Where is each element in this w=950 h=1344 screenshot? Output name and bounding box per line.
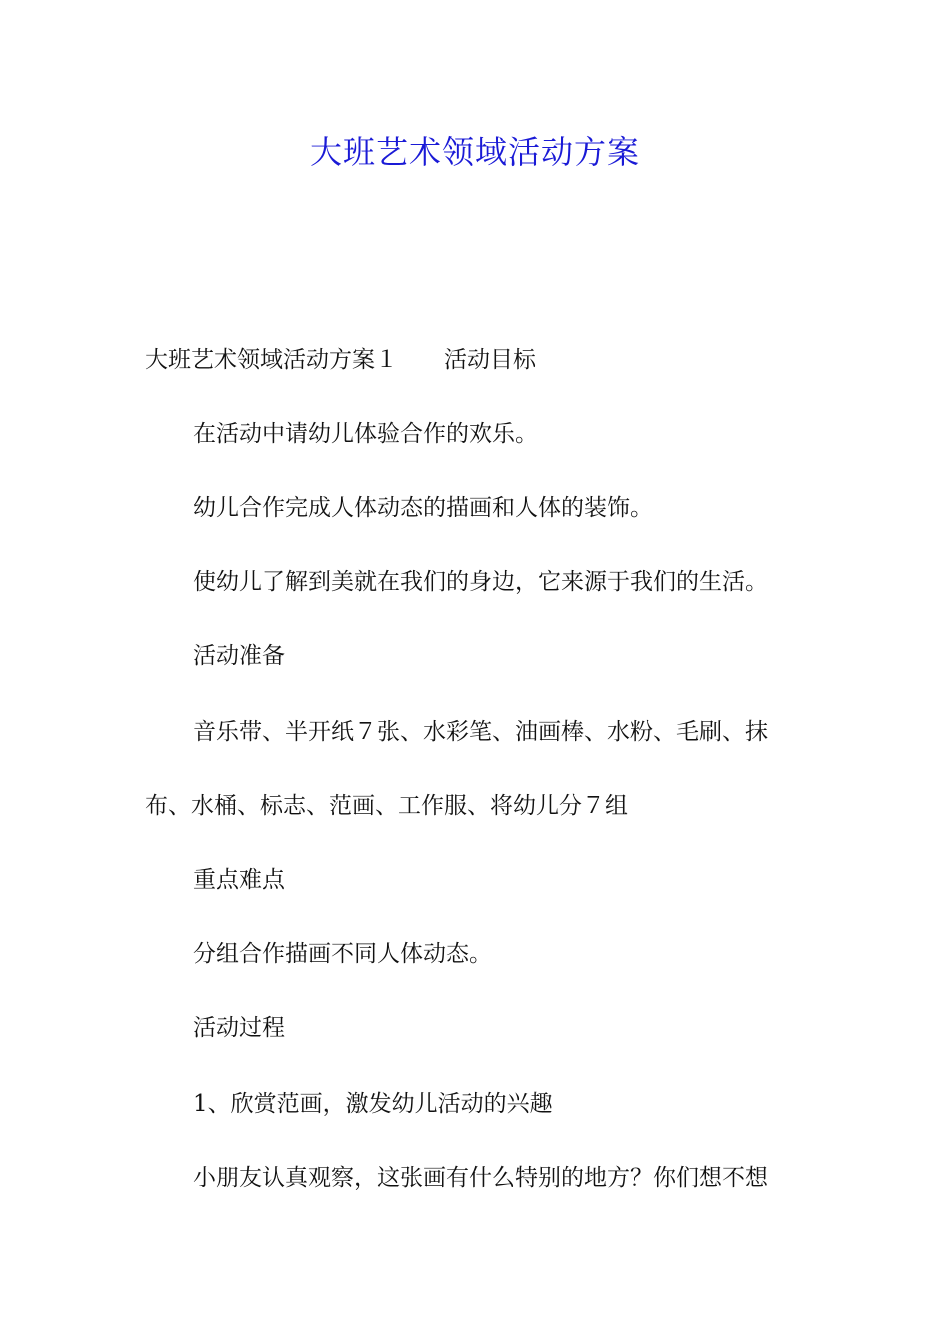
section-heading-preparation: 活动准备: [193, 643, 285, 669]
paragraph: 分组合作描画不同人体动态。: [193, 941, 492, 967]
paragraph: 音乐带、半开纸７张、水彩笔、油画棒、水粉、毛刷、抹: [193, 719, 768, 745]
paragraph: 幼儿合作完成人体动态的描画和人体的装饰。: [193, 495, 653, 521]
section-intro-line: [145, 344, 536, 376]
step-heading: 1、欣赏范画，激发幼儿活动的兴趣: [193, 1091, 553, 1117]
section-heading-process: 活动过程: [193, 1015, 285, 1041]
paragraph: 使幼儿了解到美就在我们的身边，它来源于我们的生活。: [193, 569, 768, 595]
paragraph: 在活动中请幼儿体验合作的欢乐。: [193, 421, 538, 447]
section-heading-goals: 活动目标: [444, 347, 536, 373]
plan-heading: 大班艺术领域活动方案１: [145, 347, 398, 373]
section-heading-key-points: 重点难点: [193, 867, 285, 893]
paragraph: 小朋友认真观察，这张画有什么特别的地方？你们想不想: [193, 1165, 768, 1191]
document-title: 大班艺术领域活动方案: [309, 133, 640, 171]
paragraph-continuation: 布、水桶、标志、范画、工作服、将幼儿分７组: [145, 793, 628, 819]
